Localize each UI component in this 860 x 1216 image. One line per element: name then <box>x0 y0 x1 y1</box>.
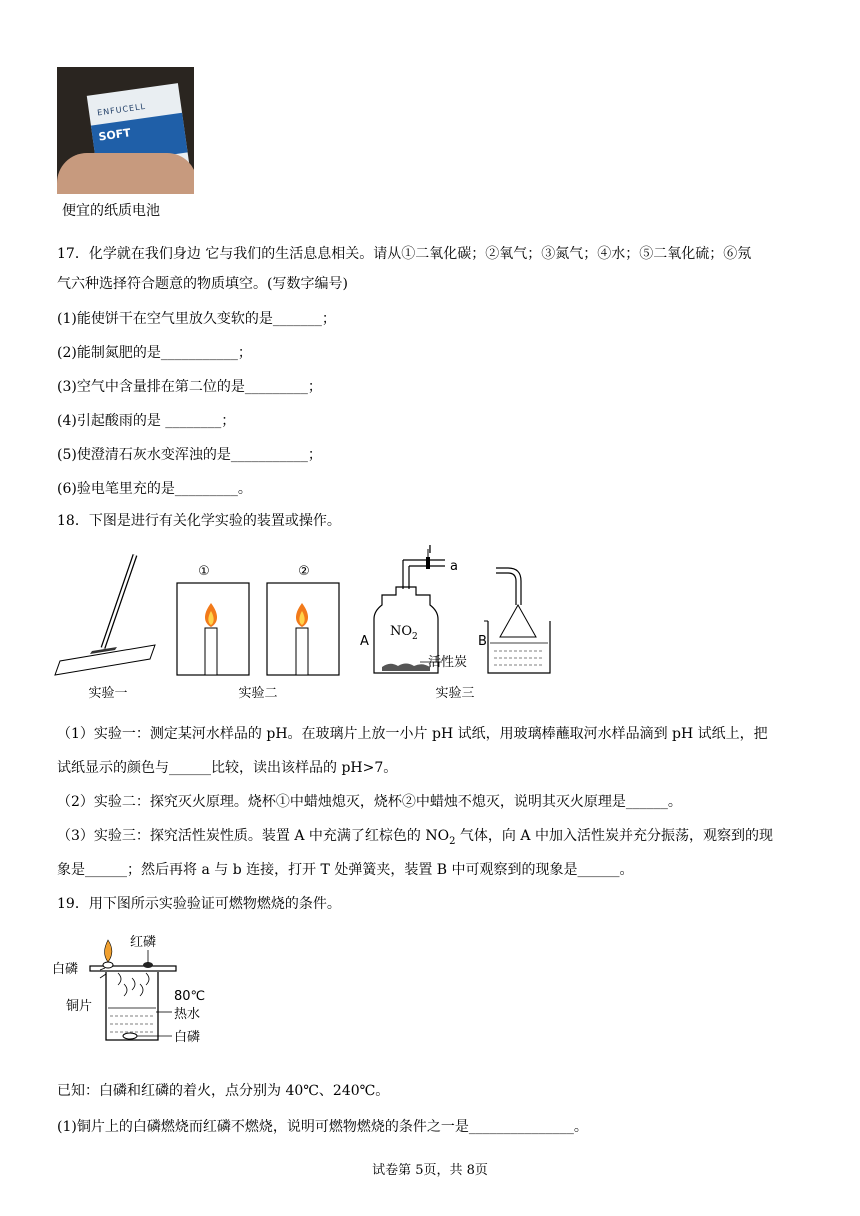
label-hot-water: 热水 <box>174 1007 201 1022</box>
q17-item-6: (6)验电笔里充的是_________。 <box>57 481 252 497</box>
label-white-phosphorus-bottom: 白磷 <box>174 1030 201 1045</box>
label-exp2: 实验二 <box>238 686 278 701</box>
q18-figure <box>50 545 560 705</box>
label-red-phosphorus: 红磷 <box>130 935 157 950</box>
label-copper-sheet: 铜片 <box>66 999 93 1014</box>
label-a: a <box>450 559 458 574</box>
exp1-apparatus <box>55 555 155 675</box>
beaker-2-label: ② <box>298 564 310 579</box>
q17-item-2: (2)能制氮肥的是___________； <box>57 345 252 361</box>
q17-item-5: (5)使澄清石灰水变浑浊的是___________； <box>57 447 322 463</box>
exp2-beaker-1 <box>177 583 249 675</box>
label-no2: $NO_2$ <box>390 624 418 642</box>
label-white-phosphorus-top: 白磷 <box>52 962 79 977</box>
q19-known: 已知：白磷和红磷的着火，点分别为 40℃、240℃。 <box>57 1083 390 1099</box>
q17-item-4: (4)引起酸雨的是 ________； <box>57 413 236 429</box>
q18-part3-line2: 象是______；然后再将 a 与 b 连接，打开 T 处弹簧夹，装置 B 中可观察到的现象是______。 <box>57 862 634 878</box>
q18-part1-line2: 试纸显示的颜色与______比较，读出该样品的 pH>7。 <box>57 760 398 776</box>
q19-figure <box>50 930 240 1050</box>
q17-item-1: (1)能使饼干在空气里放久变软的是_______； <box>57 311 336 327</box>
photo-caption: 便宜的纸质电池 <box>62 203 160 219</box>
label-A: A <box>360 634 369 649</box>
beaker-1-label: ① <box>198 564 210 579</box>
label-B: B <box>478 634 487 649</box>
q17-item-3: (3)空气中含量排在第二位的是_________； <box>57 379 322 395</box>
exp3-beaker-b <box>484 568 550 673</box>
label-exp1: 实验一 <box>88 686 128 701</box>
q19-part1: (1)铜片上的白磷燃烧而红磷不燃烧，说明可燃物燃烧的条件之一是_______________。 <box>57 1119 588 1135</box>
exp2-beaker-2 <box>267 583 339 675</box>
paper-battery-photo <box>57 67 194 194</box>
q18-stem: 18．下图是进行有关化学实验的装置或操作。 <box>57 513 341 529</box>
card-soft-text: SOFT <box>97 126 132 144</box>
q18-part3-line1: （3）实验三：探究活性炭性质。装置 A 中充满了红棕色的 $NO_2$ 气体，向 A 中加入活性炭并充分振荡，观察到的现 <box>57 828 773 847</box>
combustion-apparatus <box>90 940 176 1040</box>
card-brand-text: ENFUCELL <box>96 101 147 118</box>
label-temperature: 80℃ <box>174 989 206 1004</box>
q17-stem-line2: 气六种选择符合题意的物质填空。(写数字编号) <box>57 276 348 292</box>
q17-stem-line1: 17．化学就在我们身边 它与我们的生活息息相关。请从①二氧化碳；②氧气；③氮气；④水；⑤二氧化硫；⑥氖 <box>57 246 752 262</box>
q19-stem: 19．用下图所示实验验证可燃物燃烧的条件。 <box>57 896 341 912</box>
hand-thumb <box>57 153 194 194</box>
q18-part2: （2）实验二：探究灭火原理。烧杯①中蜡烛熄灭，烧杯②中蜡烛不熄灭，说明其灭火原理是______。 <box>57 794 682 810</box>
label-exp3: 实验三 <box>435 686 475 701</box>
label-activated-carbon: 活性炭 <box>428 655 468 670</box>
q18-part1-line1: （1）实验一：测定某河水样品的 pH。在玻璃片上放一小片 pH 试纸，用玻璃棒蘸取河水样品滴到 pH 试纸上，把 <box>57 726 768 742</box>
label-T: T <box>426 545 434 557</box>
page-footer: 试卷第 5页，共 8页 <box>372 1163 488 1178</box>
